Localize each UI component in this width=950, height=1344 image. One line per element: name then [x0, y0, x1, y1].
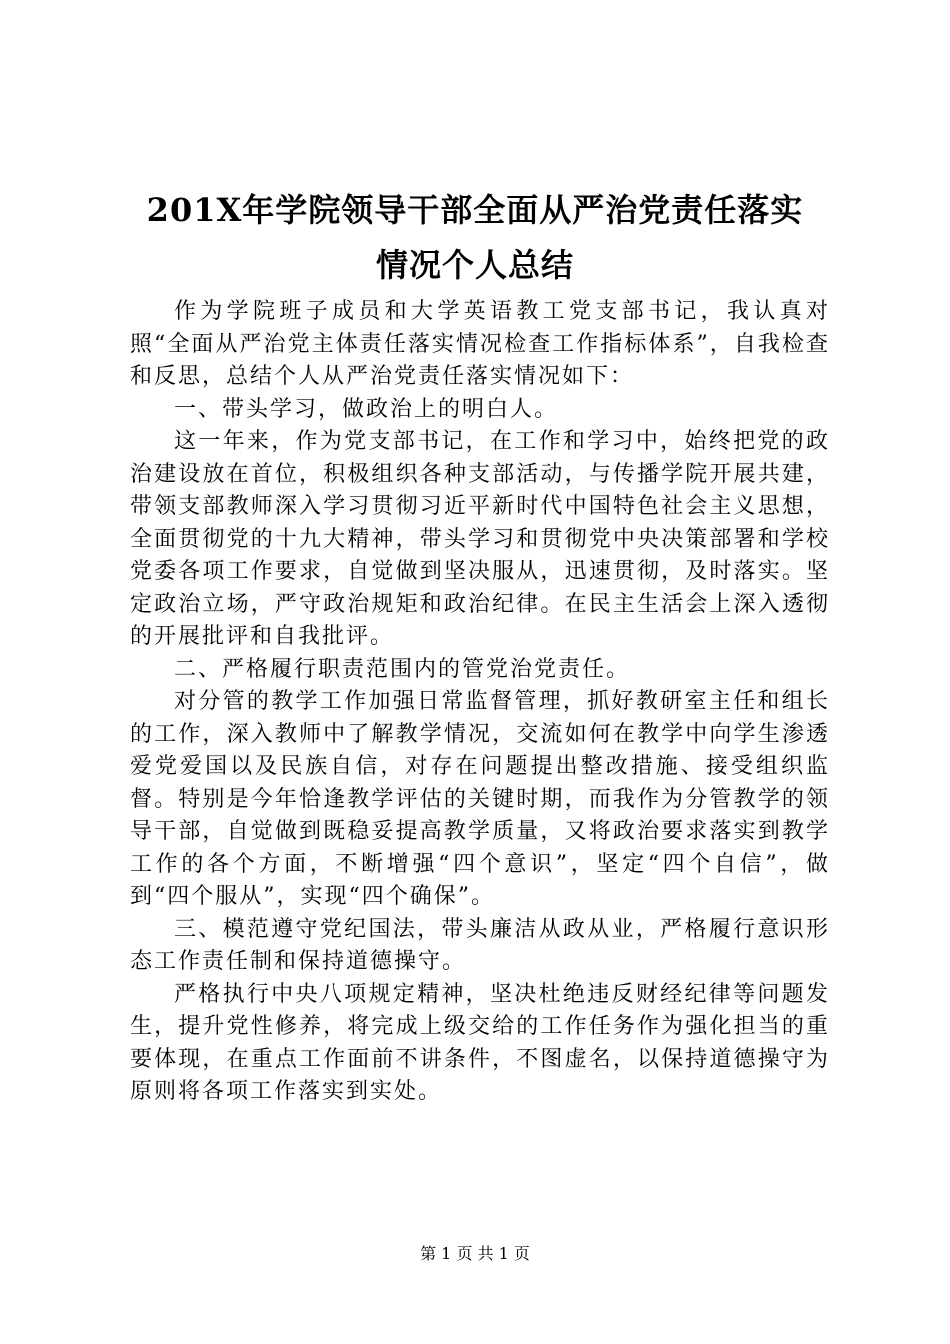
section-body-3: 严格执行中央八项规定精神，坚决杜绝违反财经纪律等问题发生，提升党性修养，将完成上级交给的工作任务作为强化担当的重要体现，在重点工作面前不讲条件，不图虚名，以保持道德操守为原则将各项工作落实到实处。	[130, 981, 830, 1104]
section-heading-1: 一、带头学习，做政治上的明白人。	[174, 396, 559, 422]
section-body-2: 对分管的教学工作加强日常监督管理，抓好教研室主任和组长的工作，深入教师中了解教学情况，交流如何在教学中向学生渗透爱党爱国以及民族自信，对存在问题提出整改措施、接受组织监督。特别是今年恰逢教学评估的关键时期，而我作为分管教学的领导干部，自觉做到既稳妥提高教学质量，又将政治要求落实到教学工作的各个方面，不断增强“四个意识”，坚定“四个自信”，做到“四个服从”，实现“四个确保”。	[130, 689, 830, 909]
document-title-line-2: 情况个人总结	[375, 246, 574, 284]
section-heading-2: 二、严格履行职责范围内的管党治党责任。	[174, 656, 631, 682]
page-number-footer: 第 1 页 共 1 页	[420, 1244, 530, 1263]
document-body	[130, 296, 830, 1109]
section-body-1: 这一年来，作为党支部书记，在工作和学习中，始终把党的政治建设放在首位，积极组织各种支部活动，与传播学院开展共建，带领支部教师深入学习贯彻习近平新时代中国特色社会主义思想，全面贯彻党的十九大精神，带头学习和贯彻党中央决策部署和学校党委各项工作要求，自觉做到坚决服从，迅速贯彻，及时落实。坚定政治立场，严守政治规矩和政治纪律。在民主生活会上深入透彻的开展批评和自我批评。	[130, 429, 830, 649]
section-heading-3: 三、模范遵守党纪国法，带头廉洁从政从业，严格履行意识形态工作责任制和保持道德操守。	[130, 916, 830, 974]
intro-paragraph: 作为学院班子成员和大学英语教工党支部书记，我认真对照“全面从严治党主体责任落实情况检查工作指标体系”，自我检查和反思，总结个人从严治党责任落实情况如下：	[130, 299, 830, 389]
document-title-line-1: 201X年学院领导干部全面从严治党责任落实	[146, 191, 804, 229]
